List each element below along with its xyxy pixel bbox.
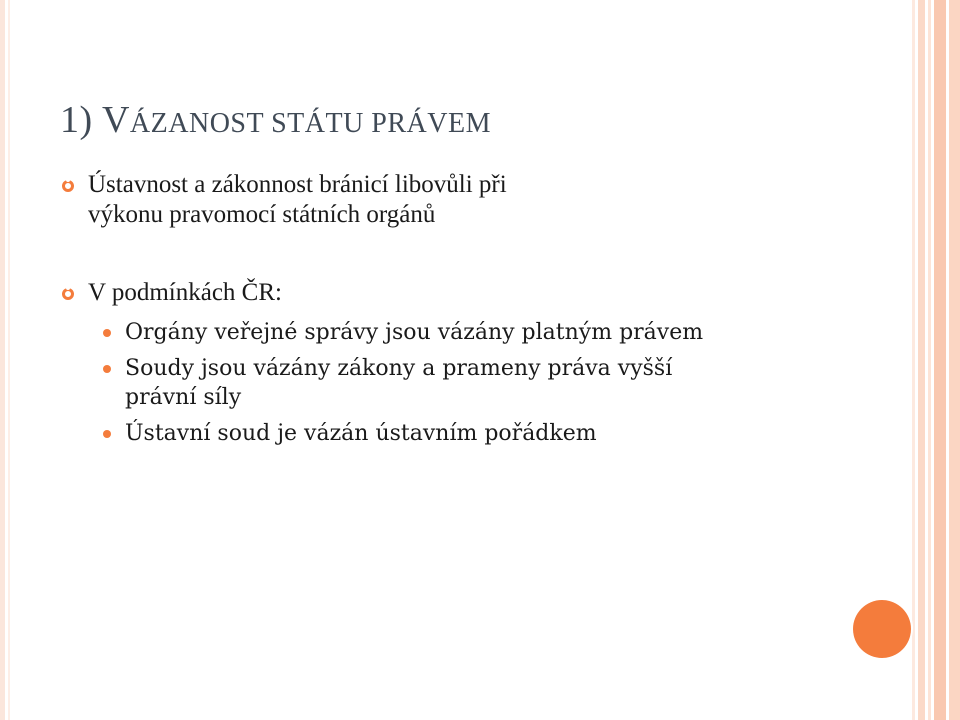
sub-bullet-item-3 (60, 419, 880, 448)
slide-title (60, 98, 491, 142)
bullet-item-2 (60, 278, 880, 308)
title-rest: ÁZANOST STÁTU PRÁVEM (129, 108, 491, 139)
bullet-2-line-1: V podmínkách ČR: (88, 279, 282, 306)
right-stripe-decoration-5 (949, 0, 960, 720)
title-number: 1) V (60, 99, 130, 141)
orange-dot-icon (103, 365, 111, 373)
orange-ring-icon (62, 288, 74, 300)
right-stripe-decoration-3 (928, 0, 931, 720)
sub-bullet-item-1 (60, 318, 880, 347)
bullet-1-line-1: Ústavnost a zákonnost bránicí libovůli při (88, 171, 507, 198)
orange-circle-decoration (853, 600, 911, 658)
sub-bullet-3-line-1: Ústavní soud je vázán ústavním pořádkem (125, 421, 597, 446)
bullet-list (60, 170, 880, 455)
orange-ring-icon (62, 180, 74, 192)
left-stripe-decoration (0, 0, 5, 720)
sub-bullet-item-2 (60, 354, 880, 412)
orange-dot-icon (103, 329, 111, 337)
left-stripe-decoration-thin (8, 0, 10, 720)
bullet-1-line-2: výkonu pravomocí státních orgánů (88, 201, 436, 228)
bullet-item-1 (60, 170, 880, 230)
sub-bullet-2-line-2: právní síly (125, 385, 242, 410)
right-stripe-decoration-4 (934, 0, 946, 720)
sub-bullet-2-line-1: Soudy jsou vázány zákony a prameny práva vyšší (125, 356, 673, 381)
orange-dot-icon (103, 430, 111, 438)
right-stripe-decoration-2 (918, 0, 925, 720)
sub-bullet-1-line-1: Orgány veřejné správy jsou vázány platným právem (125, 320, 704, 345)
right-stripe-decoration-1 (912, 0, 915, 720)
